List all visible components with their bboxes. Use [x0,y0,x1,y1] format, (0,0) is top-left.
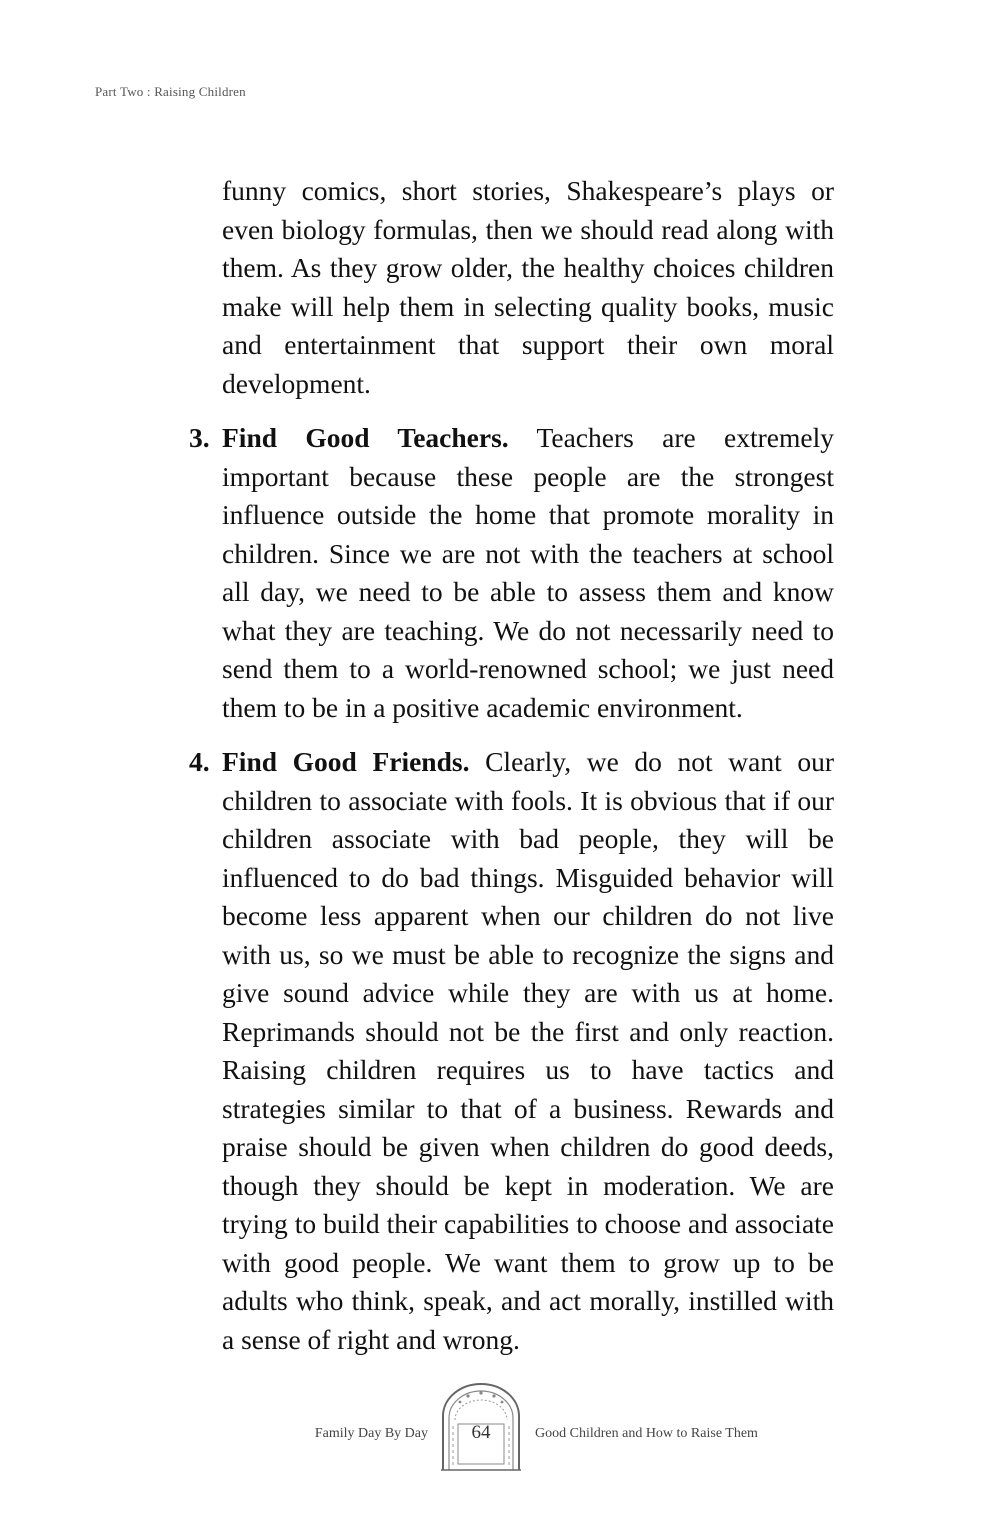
item-text: Teachers are extremely important because these people are the strongest influence outside the home that promote morality in children. Since we are not with the teachers at school all day, we need to be able to assess them and know what they are teaching. We do not necessarily need to send them to a world-renowned school; we just need them to be in a positive academic environment. [222,422,834,723]
page-number: 64 [471,1422,491,1443]
item-heading: Find Good Friends. [222,746,470,777]
list-item-teachers [189,419,834,727]
item-number: 4. [189,746,210,777]
footer-book-title: Family Day By Day [314,1426,428,1441]
list-item-friends [189,743,834,1359]
running-head: Part Two : Raising Children [95,84,246,99]
item-text: Clearly, we do not want our children to associate with fools. It is obvious that if our children associate with bad people, they will be influenced to do bad things. Misguided behavior will become less apparent when our children do not live with us, so we must be able to recognize the signs and give sound advice while they are with us at home. Reprimands should not be the first and only reaction. Raising children requires us to have tactics and strategies similar to that of a business. Rewards and praise should be given when children do good deeds, though they should be kept in moderation. We are trying to build their capabilities to choose and associate with good people. We want them to grow up to be adults who think, speak, and act morally, instilled with a sense of right and wrong. [222,746,834,1355]
intro-paragraph: funny comics, short stories, Shakespeare’s plays or even biology formulas, then we should read along with them. As they grow older, the healthy choices children make will help them in selecting quality books, music and entertainment that support their own moral development. [222,175,834,399]
footer-chapter-title: Good Children and How to Raise Them [535,1426,758,1441]
body-text [189,172,834,1359]
item-number: 3. [189,422,210,453]
page-footer [0,1380,1000,1490]
item-heading: Find Good Teachers. [222,422,509,453]
